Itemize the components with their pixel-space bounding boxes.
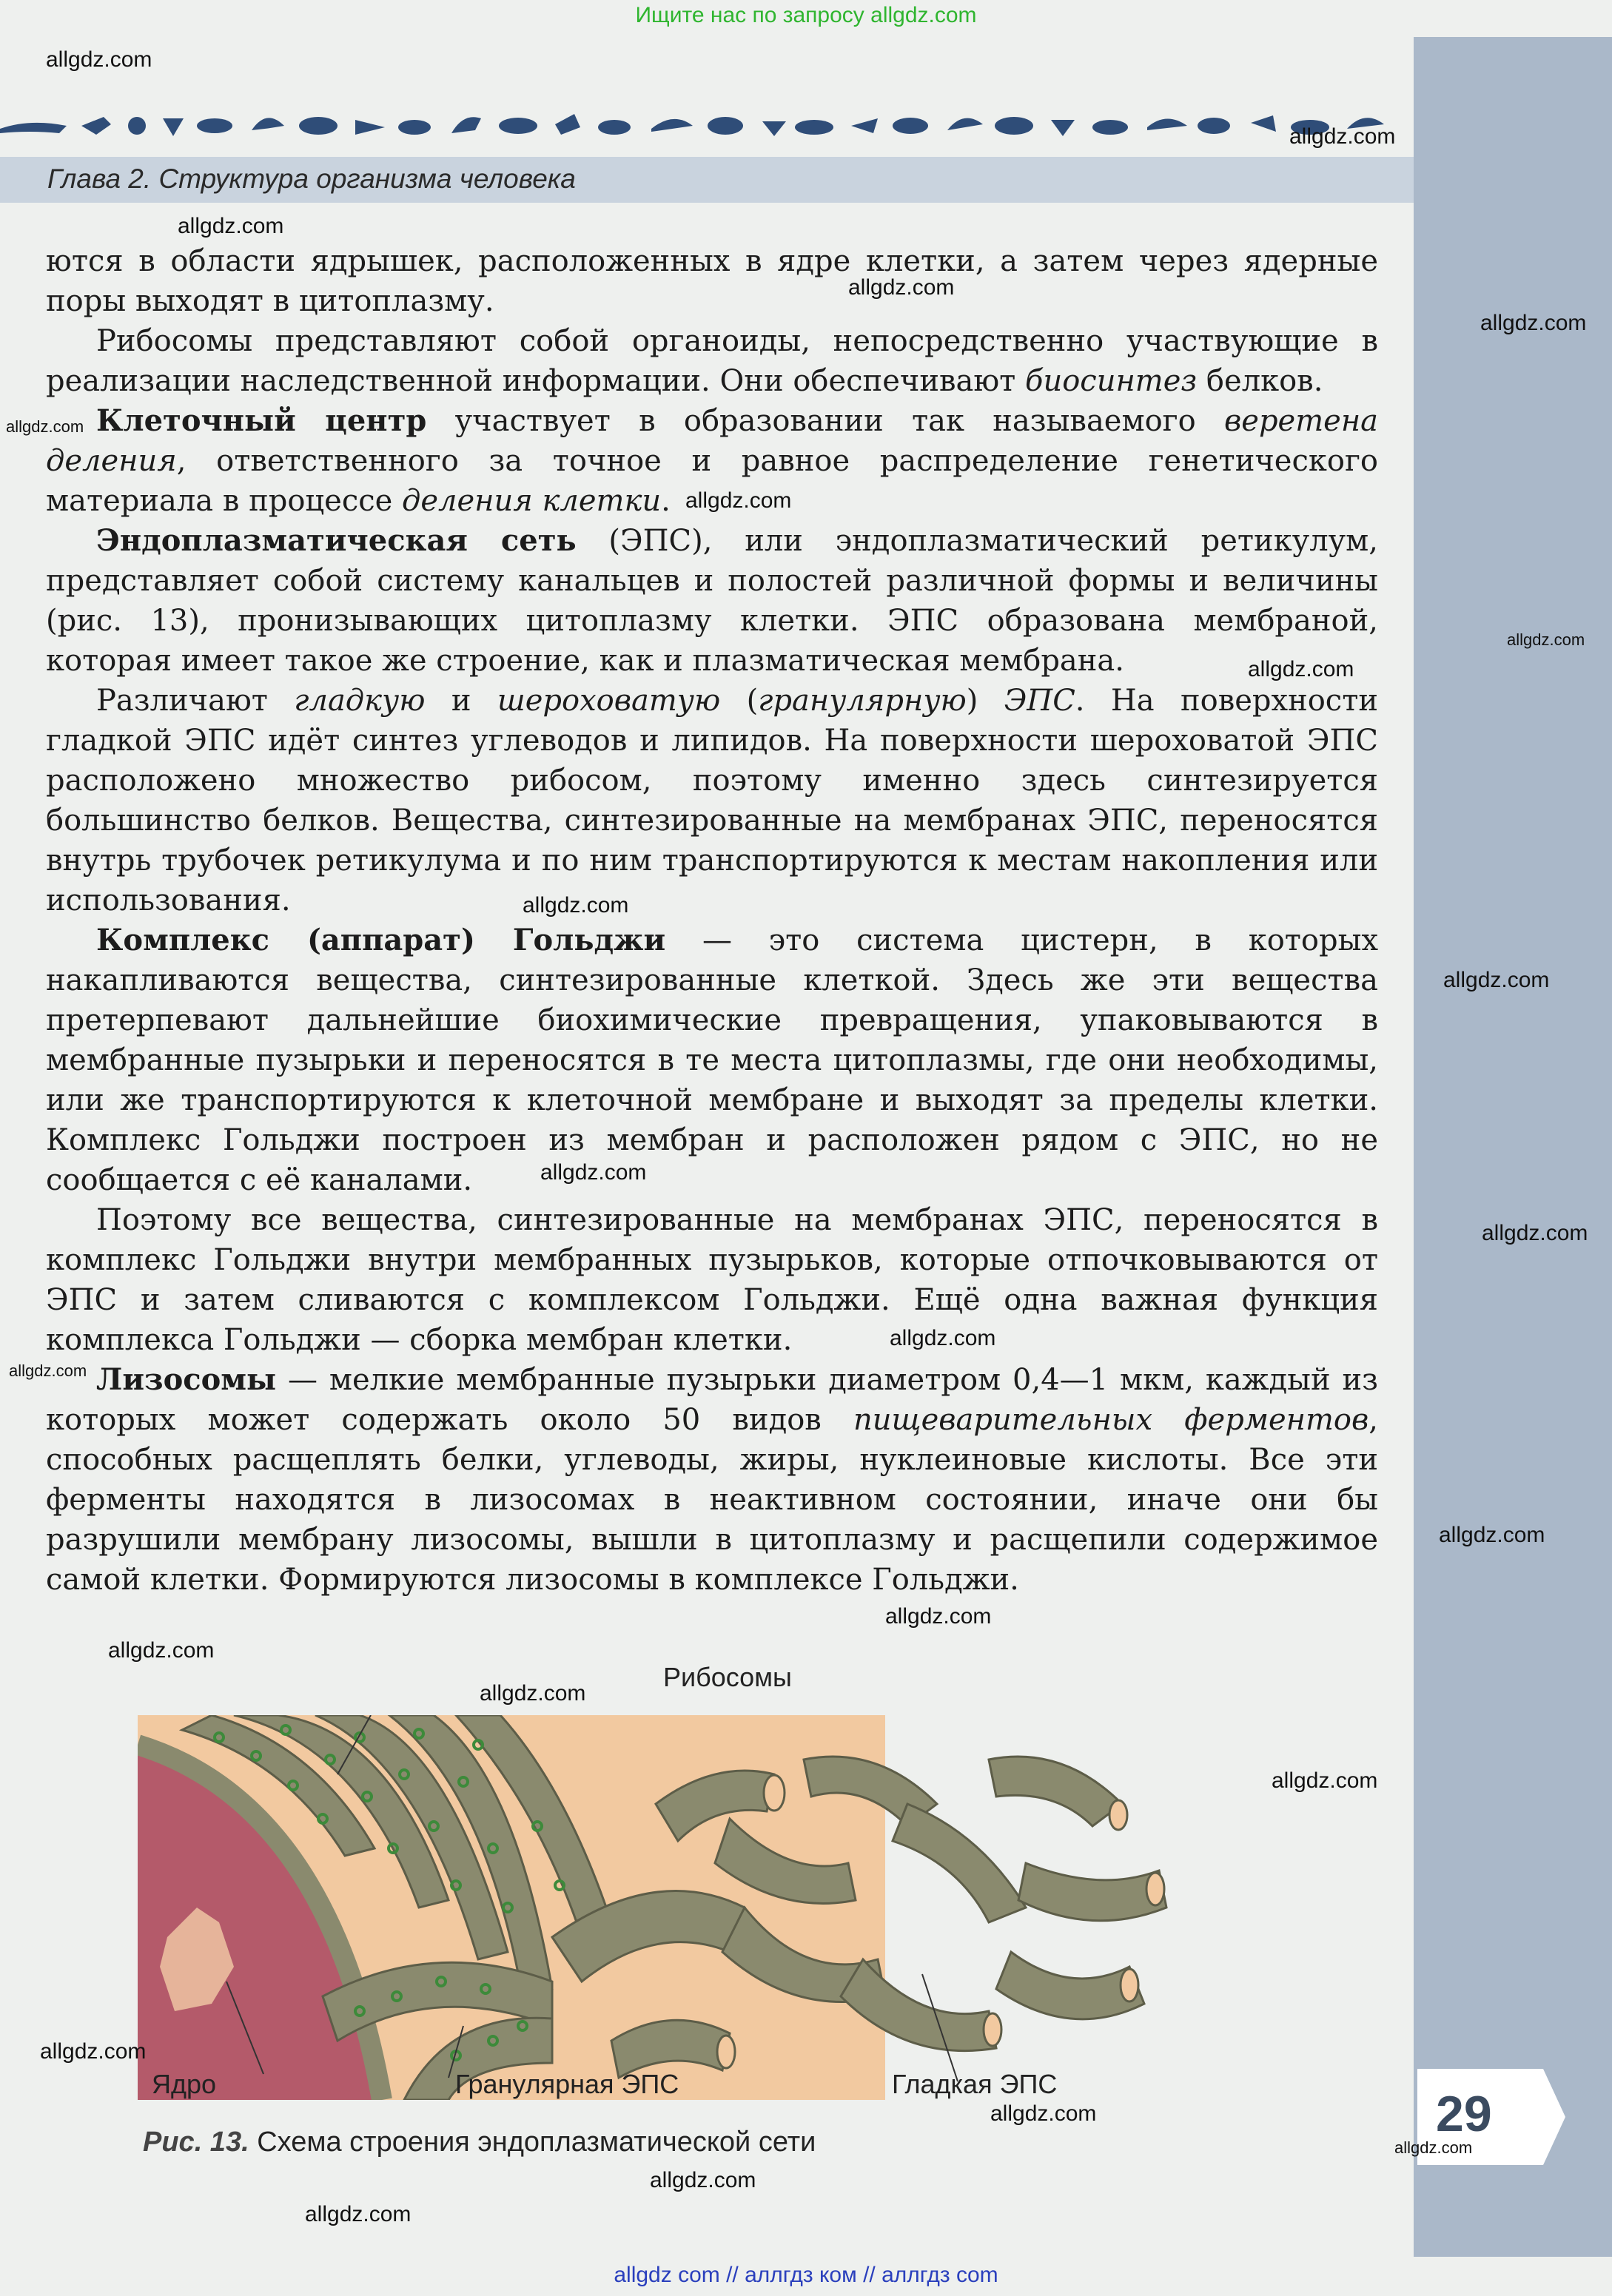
watermark[interactable]: allgdz.com xyxy=(1439,1523,1545,1547)
watermark[interactable]: allgdz.com xyxy=(305,2202,412,2226)
paragraph-lysosomes: Лизосомы — мелкие мембранные пузырьки диаметром 0,4—1 мкм, каждый из которых может содержать около 50 видов пищеварительных ферментов, способных расщеплять белки, углеводы, жиры, нуклеиновые кислоты. Все эти ферменты находятся в лизосомах в неактивном состоянии, иначе они бы разрушили мембрану лизосомы, вышли в цитоплазму и расщепили содержимое самой клетки. Формируются лизосомы в комплексе Гольджи. xyxy=(46,1362,1379,1597)
paragraph-cell-center: Клеточный центр участвует в образовании так называемого веретена деления, ответственного за точное и равное распределение генетического материала в процессе деления клетки. xyxy=(46,403,1379,518)
label-granular-er: Гранулярная ЭПС xyxy=(455,2069,679,2099)
page-number: 29 xyxy=(1436,2086,1492,2142)
watermark[interactable]: allgdz.com xyxy=(108,1638,215,1663)
watermark[interactable]: allgdz.com xyxy=(40,2039,147,2064)
watermark[interactable]: allgdz.com xyxy=(46,47,152,72)
watermark[interactable]: allgdz.com xyxy=(9,1361,87,1380)
watermark[interactable]: allgdz.com xyxy=(1394,2138,1473,2157)
paragraph-er: Эндоплазматическая сеть (ЭПС), или эндоплазматический ретикулум, представляет собой систему канальцев и полостей различной формы и величины (рис. 13), пронизывающих цитоплазму клетки. ЭПС образована мембраной, которая имеет такое же строение, как и плазматическая мембрана. xyxy=(46,523,1379,678)
figure-caption: Рис. 13. Схема строения эндоплазматической сети xyxy=(143,2127,816,2158)
label-smooth-er: Гладкая ЭПС xyxy=(892,2069,1058,2099)
label-ribosomes: Рибосомы xyxy=(663,1662,792,1692)
watermark[interactable]: allgdz.com xyxy=(890,1326,996,1350)
watermark[interactable]: allgdz.com xyxy=(523,893,629,918)
er-figure xyxy=(138,1715,1200,2100)
watermark[interactable]: allgdz.com xyxy=(1248,657,1354,681)
watermark[interactable]: allgdz.com xyxy=(6,417,84,436)
watermark[interactable]: allgdz.com xyxy=(885,1604,992,1629)
watermark[interactable]: allgdz.com xyxy=(685,488,792,513)
watermark[interactable]: allgdz.com xyxy=(1443,968,1550,992)
watermark[interactable]: allgdz.com xyxy=(1272,1768,1378,1793)
watermark[interactable]: allgdz.com xyxy=(650,2168,756,2192)
chapter-title: Глава 2. Структура организма человека xyxy=(47,164,576,194)
watermark[interactable]: allgdz.com xyxy=(848,275,955,300)
label-nucleus: Ядро xyxy=(152,2069,217,2099)
bottom-banner[interactable]: allgdz com // аллгдз ком // аллгдз com xyxy=(614,2263,998,2287)
watermark[interactable]: allgdz.com xyxy=(1507,630,1585,649)
paragraph-ribosomes: Рибосомы представляют собой органоиды, непосредственно участвующие в реализации наследственной информации. Они обеспечивают биосинтез белков. xyxy=(46,324,1378,398)
paragraph-1: ются в области ядрышек, расположенных в ядре клетки, а затем через ядерные поры выходят в цитоплазму. xyxy=(46,244,1378,318)
watermark[interactable]: allgdz.com xyxy=(540,1160,647,1185)
watermark[interactable]: allgdz.com xyxy=(1480,311,1587,335)
watermark[interactable]: allgdz.com xyxy=(990,2101,1097,2126)
animal-silhouettes xyxy=(0,114,1384,136)
top-banner[interactable]: Ищите нас по запросу allgdz.com xyxy=(635,3,977,27)
body-text xyxy=(46,241,1378,1600)
watermark[interactable]: allgdz.com xyxy=(1289,124,1396,149)
paragraph-er-types: Различают гладкую и шероховатую (гранулярную) ЭПС. На поверхности гладкой ЭПС идёт синтез углеводов и липидов. На поверхности шероховатой ЭПС расположено множество рибосом, поэтому именно здесь синтезируется большинство белков. Вещества, синтезированные на мембранах ЭПС, переносятся внутрь трубочек ретикулума и по ним транспортируются к местам накопления или использования. xyxy=(46,684,1378,918)
animal-decor-strip xyxy=(0,104,1406,145)
watermark[interactable]: allgdz.com xyxy=(178,214,284,238)
watermark[interactable]: allgdz.com xyxy=(480,1681,586,1706)
watermark[interactable]: allgdz.com xyxy=(1482,1221,1588,1245)
side-band xyxy=(1414,37,1612,2257)
paragraph-golgi: Комплекс (аппарат) Гольджи — это система цистерн, в которых накапливаются вещества, синтезированные клеткой. Здесь же эти вещества претерпевают дальнейшие биохимические превращения, упаковываются в мембранные пузырьки и переносятся в те места цитоплазмы, где они необходимы, или же транспортируются к клеточной мембране и выходят за пределы клетки. Комплекс Гольджи построен из мембран и расположен рядом с ЭПС, но не сообщается с её каналами. xyxy=(46,923,1378,1197)
paragraph-golgi-transport: Поэтому все вещества, синтезированные на мембранах ЭПС, переносятся в комплекс Гольджи внутри мембранных пузырьков, которые отпочковываются от ЭПС и затем сливаются с комплексом Гольджи. Ещё одна важная функция комплекса Гольджи — сборка мембран клетки. xyxy=(46,1203,1378,1357)
